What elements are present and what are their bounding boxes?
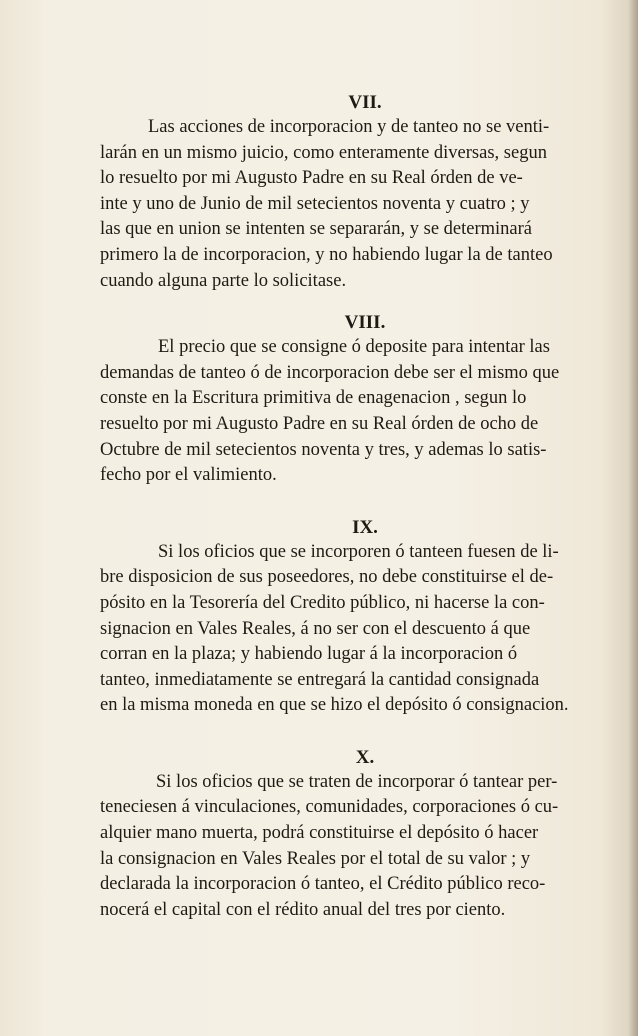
text-line: tanteo, inmediatamente se entregará la cantidad consignada (100, 669, 540, 690)
text-line: la consignacion en Vales Reales por el total de su valor ; y (100, 848, 531, 869)
text-line: pósito en la Tesorería del Credito público, ni hacerse la con- (100, 592, 545, 613)
text-line: larán en un mismo juicio, como enteramente diversas, segun (100, 142, 547, 163)
section-paragraph (100, 770, 630, 924)
text-line: signacion en Vales Reales, á no ser con el descuento á que (100, 618, 531, 639)
section-heading: X. (355, 746, 375, 768)
text-line: demandas de tanteo ó de incorporacion debe ser el mismo que (100, 362, 560, 383)
text-line: fecho por el valimiento. (100, 465, 277, 486)
text-line: declarada la incorporacion ó tanteo, el Crédito público reco- (100, 874, 546, 895)
text-line: en la misma moneda en que se hizo el depósito ó consignacion. (100, 695, 569, 716)
text-line: bre disposicion de sus poseedores, no debe constituirse el de- (100, 567, 554, 588)
text-line: teneciesen á vinculaciones, comunidades, corporaciones ó cu- (100, 797, 559, 818)
section-heading: IX. (352, 516, 378, 538)
section-heading: VIII. (344, 312, 386, 334)
text-line: inte y uno de Junio de mil setecientos noventa y cuatro ; y (100, 193, 530, 214)
text-line: corran en la plaza; y habiendo lugar á la incorporacion ó (100, 644, 518, 665)
text-line: primero la de incorporacion, y no habiendo lugar la de tanteo (100, 244, 553, 265)
text-line: Si los oficios que se traten de incorporar ó tantear per- (156, 771, 558, 792)
text-line: las que en union se intenten se separarán, y se determinará (100, 219, 533, 240)
section-paragraph (100, 115, 630, 294)
text-line: El precio que se consigne ó deposite para intentar las (158, 337, 550, 358)
section-paragraph (100, 335, 630, 489)
section-heading: VII. (348, 92, 382, 113)
text-line: Octubre de mil setecientos noventa y tres, y ademas lo satis- (100, 439, 547, 460)
text-line: alquier mano muerta, podrá constituirse el depósito ó hacer (100, 823, 539, 844)
text-line: lo resuelto por mi Augusto Padre en su Real órden de ve- (100, 168, 523, 189)
section-paragraph (100, 540, 630, 719)
text-line: nocerá el capital con el rédito anual del tres por ciento. (100, 899, 506, 920)
text-line: Si los oficios que se incorporen ó tanteen fuesen de li- (158, 541, 559, 562)
text-line: conste en la Escritura primitiva de enagenacion , segun lo (100, 388, 527, 409)
text-line: Las acciones de incorporacion y de tanteo no se venti- (148, 117, 550, 137)
document-body (100, 90, 630, 923)
text-line: resuelto por mi Augusto Padre en su Real órden de ocho de (100, 413, 539, 434)
text-line: cuando alguna parte lo solicitase. (100, 270, 347, 291)
